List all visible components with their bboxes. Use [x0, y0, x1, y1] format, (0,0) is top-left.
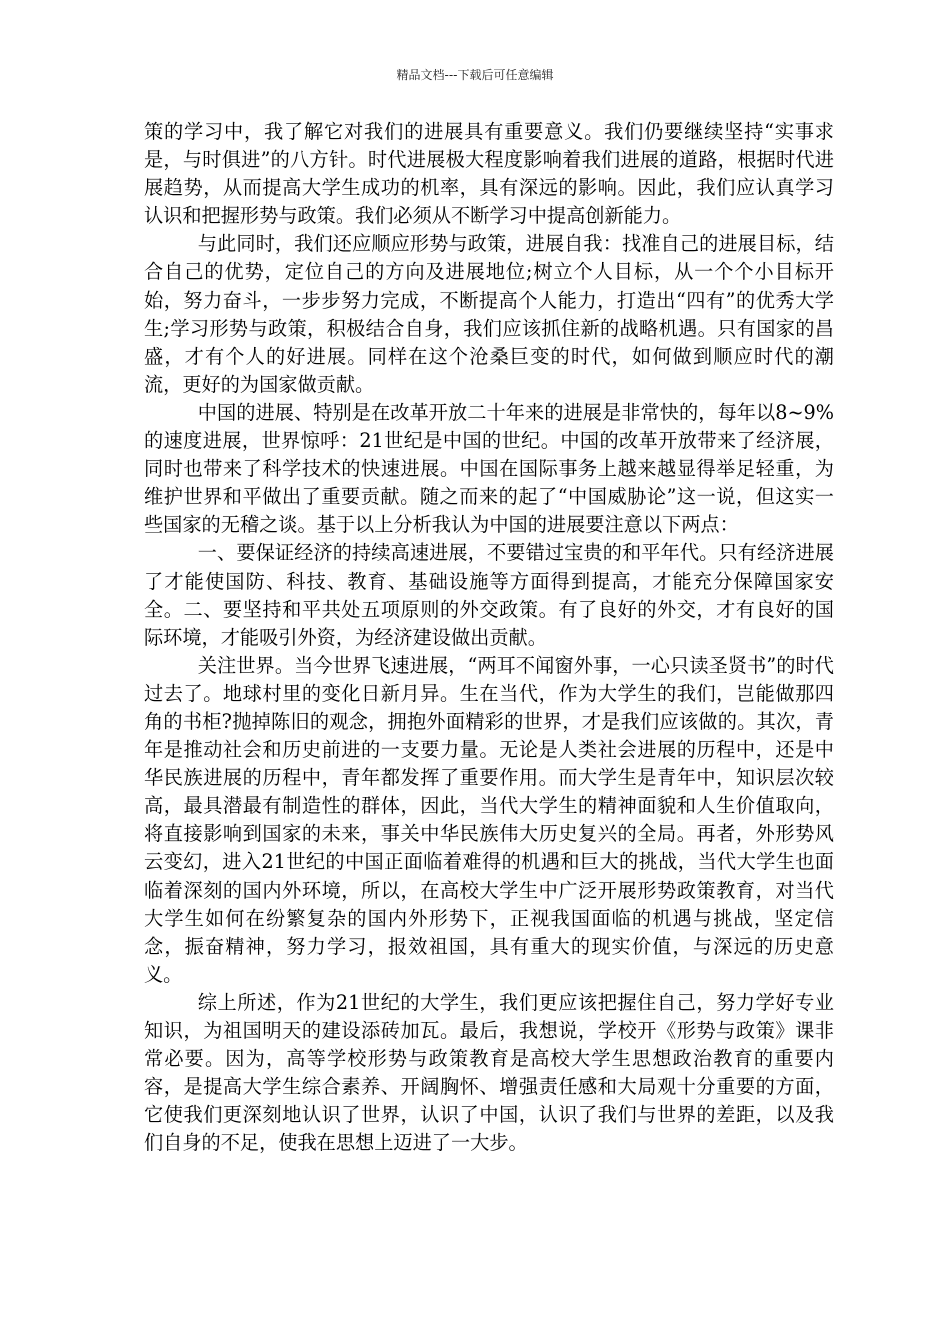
paragraph-4: 一、要保证经济的持续高速进展，不要错过宝贵的和平年代。只有经济进展了才能使国防、科技、教育、基础设施等方面得到提高，才能充分保障国家安全。二、要坚持和平共处五项原则的外交政策。有了良好的外交，才有良好的国际环境，才能吸引外资，为经济建设做出贡献。	[144, 541, 834, 649]
page-header: 精品文档---下载后可任意编辑	[396, 68, 554, 82]
paragraph-3: 中国的进展、特别是在改革开放二十年来的进展是非常快的，每年以8~9%的速度进展，世界惊呼：21世纪是中国的世纪。中国的改革开放带来了经济展，同时也带来了科学技术的快速进展。中国在国际事务上越来越显得举足轻重，为维护世界和平做出了重要贡献。随之而来的起了“中国威胁论”这一说，但这实一些国家的无稽之谈。基于以上分析我认为中国的进展要注意以下两点：	[144, 400, 834, 537]
paragraph-2: 与此同时，我们还应顺应形势与政策，进展自我：找准自己的进展目标，结合自己的优势，定位自己的方向及进展地位;树立个人目标，从一个个小目标开始，努力奋斗，一步步努力完成，不断提高个人能力，打造出“四有”的优秀大学生;学习形势与政策，积极结合自身，我们应该抓住新的战略机遇。只有国家的昌盛，才有个人的好进展。同样在这个沧桑巨变的时代，如何做到顺应时代的潮流，更好的为国家做贡献。	[144, 232, 834, 396]
paragraph-1: 策的学习中，我了解它对我们的进展具有重要意义。我们仍要继续坚持“实事求是，与时俱进”的八方针。时代进展极大程度影响着我们进展的道路，根据时代进展趋势，从而提高大学生成功的机率，具有深远的影响。因此，我们应认真学习认识和把握形势与政策。我们必须从不断学习中提高创新能力。	[144, 120, 834, 228]
paragraph-5: 关注世界。当今世界飞速进展，“两耳不闻窗外事，一心只读圣贤书”的时代过去了。地球村里的变化日新月异。生在当代，作为大学生的我们，岂能做那四角的书柜?抛掉陈旧的观念，拥抱外面精彩的世界，才是我们应该做的。其次，青年是推动社会和历史前进的一支要力量。无论是人类社会进展的历程中，还是中华民族进展的历程中，青年都发挥了重要作用。而大学生是青年中，知识层次较高，最具潜最有制造性的群体，因此，当代大学生的精神面貌和人生价值取向，将直接影响到国家的未来，事关中华民族伟大历史复兴的全局。再者，外形势风云变幻，进入21世纪的中国正面临着难得的机遇和巨大的挑战，当代大学生也面临着深刻的国内外环境，所以，在高校大学生中广泛开展形势政策教育，对当代大学生如何在纷繁复杂的国内外形势下，正视我国面临的机遇与挑战，坚定信念，振奋精神，努力学习，报效祖国，具有重大的现实价值，与深远的历史意义。	[144, 653, 834, 986]
document-body	[144, 118, 834, 1157]
paragraph-6: 综上所述，作为21世纪的大学生，我们更应该把握住自己，努力学好专业知识，为祖国明天的建设添砖加瓦。最后，我想说，学校开《形势与政策》课非常必要。因为，高等学校形势与政策教育是高校大学生思想政治教育的重要内容，是提高大学生综合素养、开阔胸怀、增强责任感和大局观十分重要的方面，它使我们更深刻地认识了世界，认识了中国，认识了我们与世界的差距，以及我们自身的不足，使我在思想上迈进了一大步。	[144, 990, 834, 1155]
